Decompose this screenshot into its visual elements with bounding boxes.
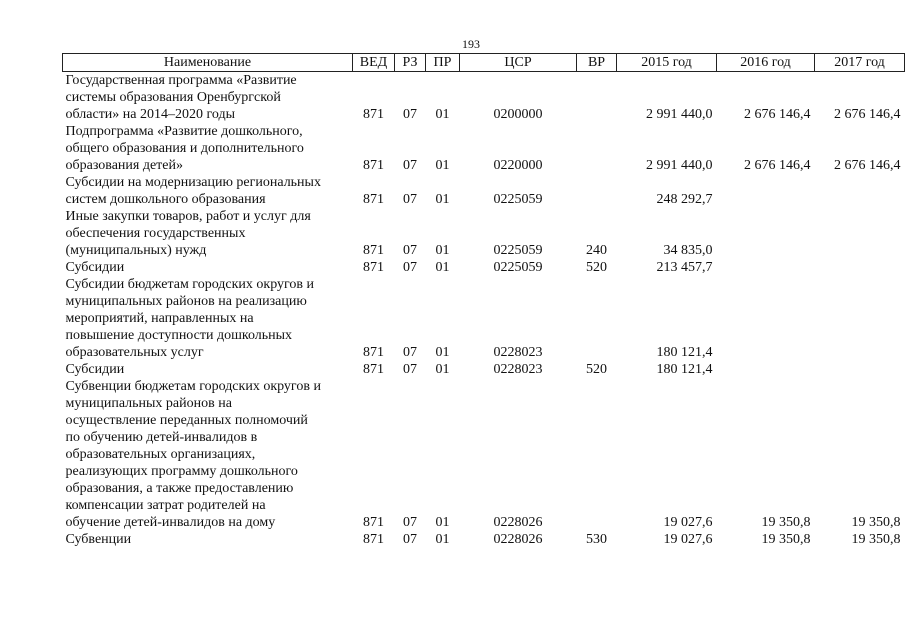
row-pr-cell: 01 — [435, 260, 450, 275]
row-rz-cell: 07 — [403, 260, 417, 275]
row-vr-cell — [577, 276, 617, 361]
row-name-cell: Субвенции — [65, 532, 132, 547]
row-2015-cell: 213 457,7 — [656, 260, 713, 275]
row-2016-cell — [717, 361, 815, 378]
row-vr-cell: 520 — [586, 260, 607, 275]
row-pr-cell: 01 — [435, 243, 450, 258]
row-ved-cell: 871 — [363, 362, 384, 377]
row-2016-cell — [717, 259, 815, 276]
table-row — [63, 361, 905, 378]
row-2015-cell: 2 991 440,0 — [646, 158, 713, 173]
row-pr-cell: 01 — [435, 192, 450, 207]
row-name-cell: Иные закупки товаров, работ и услуг для обеспечения государственных (муниципальных) нужд — [65, 209, 311, 258]
row-rz-cell: 07 — [403, 158, 417, 173]
table-row — [63, 259, 905, 276]
row-vr-cell — [577, 123, 617, 174]
row-2017-cell — [815, 174, 905, 208]
row-ved-cell: 871 — [363, 345, 384, 360]
table-row — [63, 174, 905, 208]
row-2016-cell — [717, 208, 815, 259]
row-name-cell: Субсидии на модернизацию региональных систем дошкольного образования — [65, 175, 321, 207]
header-vr: ВР — [577, 54, 617, 72]
row-pr-cell: 01 — [435, 345, 450, 360]
row-csr-cell: 0225059 — [493, 243, 543, 258]
header-rz: РЗ — [395, 54, 426, 72]
row-rz-cell: 07 — [403, 345, 417, 360]
row-2017-cell: 2 676 146,4 — [834, 158, 901, 173]
row-name-cell: Государственная программа «Развитие системы образования Оренбургской области» на 2014–2020 годы — [65, 73, 297, 122]
row-name-cell: Субсидии — [65, 260, 125, 275]
row-pr-cell: 01 — [435, 362, 450, 377]
budget-table-container — [62, 53, 901, 548]
row-2016-cell: 19 350,8 — [761, 532, 811, 547]
header-2015: 2015 год — [617, 54, 717, 72]
row-2017-cell — [815, 361, 905, 378]
row-name-cell: Подпрограмма «Развитие дошкольного, общего образования и дополнительного образования детей» — [65, 124, 304, 173]
row-2015-cell: 19 027,6 — [663, 532, 713, 547]
budget-table — [62, 53, 905, 548]
row-name-cell: Субсидии — [65, 362, 125, 377]
row-2016-cell: 2 676 146,4 — [744, 107, 811, 122]
row-2015-cell: 180 121,4 — [656, 362, 713, 377]
table-header-row — [63, 54, 905, 72]
row-pr-cell: 01 — [435, 107, 450, 122]
row-2017-cell — [815, 208, 905, 259]
row-2017-cell: 2 676 146,4 — [834, 107, 901, 122]
row-2016-cell — [717, 276, 815, 361]
row-name-cell: Субсидии бюджетам городских округов и муниципальных районов на реализацию мероприятий, направленных на повышение доступности дошкольных образовательных услуг — [65, 277, 315, 360]
row-csr-cell: 0200000 — [493, 107, 543, 122]
row-vr-cell — [577, 72, 617, 124]
row-2016-cell: 2 676 146,4 — [744, 158, 811, 173]
row-rz-cell: 07 — [403, 192, 417, 207]
row-pr-cell: 01 — [435, 158, 450, 173]
table-row — [63, 208, 905, 259]
row-csr-cell: 0228023 — [493, 345, 543, 360]
row-ved-cell: 871 — [363, 243, 384, 258]
table-row — [63, 276, 905, 361]
row-vr-cell — [577, 378, 617, 531]
row-pr-cell: 01 — [435, 515, 450, 530]
header-2017: 2017 год — [815, 54, 905, 72]
row-csr-cell: 0228026 — [493, 515, 543, 530]
row-vr-cell: 240 — [586, 243, 607, 258]
row-2017-cell: 19 350,8 — [851, 515, 901, 530]
table-row — [63, 123, 905, 174]
row-2015-cell: 2 991 440,0 — [646, 107, 713, 122]
row-vr-cell: 530 — [586, 532, 607, 547]
header-csr: ЦСР — [460, 54, 577, 72]
row-rz-cell: 07 — [403, 515, 417, 530]
header-name: Наименование — [63, 54, 353, 72]
row-ved-cell: 871 — [363, 192, 384, 207]
row-pr-cell: 01 — [435, 532, 450, 547]
table-row — [63, 378, 905, 531]
row-vr-cell: 520 — [586, 362, 607, 377]
row-2015-cell: 248 292,7 — [656, 192, 713, 207]
row-2017-cell: 19 350,8 — [851, 532, 901, 547]
header-2016: 2016 год — [717, 54, 815, 72]
row-ved-cell: 871 — [363, 158, 384, 173]
row-ved-cell: 871 — [363, 515, 384, 530]
header-ved: ВЕД — [353, 54, 395, 72]
row-2015-cell: 19 027,6 — [663, 515, 713, 530]
row-csr-cell: 0225059 — [493, 192, 543, 207]
page-number: 193 — [462, 37, 480, 51]
row-2016-cell — [717, 174, 815, 208]
row-csr-cell: 0228023 — [493, 362, 543, 377]
row-csr-cell: 0220000 — [493, 158, 543, 173]
row-rz-cell: 07 — [403, 107, 417, 122]
header-pr: ПР — [426, 54, 460, 72]
row-csr-cell: 0225059 — [493, 260, 543, 275]
row-ved-cell: 871 — [363, 532, 384, 547]
row-rz-cell: 07 — [403, 532, 417, 547]
row-rz-cell: 07 — [403, 243, 417, 258]
row-2017-cell — [815, 276, 905, 361]
row-name-cell: Субвенции бюджетам городских округов и муниципальных районов на осуществление переданных полномочий по обучению детей-инвалидов в образовательных организациях, реализующих программу дошкольного образования, а также предоставлению компенсации затрат родителей на обучение детей-инвалидов на дому — [65, 379, 321, 530]
row-csr-cell: 0228026 — [493, 532, 543, 547]
table-body — [63, 72, 905, 549]
table-row — [63, 531, 905, 548]
row-vr-cell — [577, 174, 617, 208]
row-ved-cell: 871 — [363, 107, 384, 122]
row-rz-cell: 07 — [403, 362, 417, 377]
table-row — [63, 72, 905, 124]
row-ved-cell: 871 — [363, 260, 384, 275]
row-2017-cell — [815, 259, 905, 276]
row-2016-cell: 19 350,8 — [761, 515, 811, 530]
row-2015-cell: 180 121,4 — [656, 345, 713, 360]
row-2015-cell: 34 835,0 — [663, 243, 713, 258]
